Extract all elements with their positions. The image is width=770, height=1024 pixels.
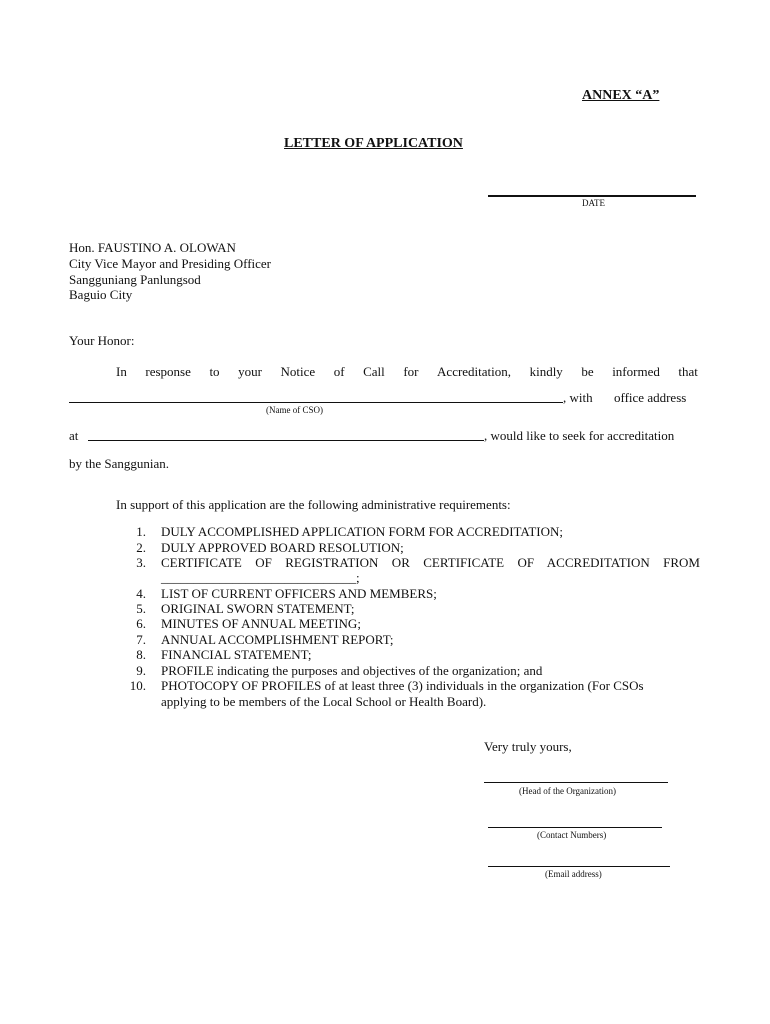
list-item-number: 2. — [136, 540, 146, 555]
list-item: MINUTES OF ANNUAL MEETING; — [161, 616, 361, 631]
addressee-office: Sangguniang Panlungsod — [69, 272, 201, 287]
list-item-number: 3. — [136, 555, 146, 570]
list-item-number: 4. — [136, 586, 146, 601]
at-label: at — [69, 428, 79, 443]
cso-name-blank[interactable] — [69, 402, 563, 403]
email-address-caption: (Email address) — [545, 869, 602, 879]
accreditation-phrase: , would like to seek for accreditation — [484, 428, 675, 443]
list-item-number: 7. — [136, 632, 146, 647]
office-address-label: office address — [614, 390, 687, 405]
office-address-blank[interactable] — [88, 440, 484, 441]
list-item: PROFILE indicating the purposes and objectives of the organization; and — [161, 663, 543, 678]
date-line — [488, 195, 696, 197]
salutation: Your Honor: — [69, 333, 135, 348]
list-item: LIST OF CURRENT OFFICERS AND MEMBERS; — [161, 586, 437, 601]
p1-word: Accreditation, — [437, 364, 512, 379]
annex-label: ANNEX “A” — [582, 88, 660, 103]
support-paragraph: In support of this application are the following administrative requirements: — [116, 497, 511, 512]
p1-word: Notice — [280, 364, 316, 379]
head-of-organization-caption: (Head of the Organization) — [519, 786, 617, 796]
valediction: Very truly yours, — [484, 739, 572, 754]
addressee-name: Hon. FAUSTINO A. OLOWAN — [69, 240, 236, 255]
p1-word: your — [238, 364, 262, 379]
p1-word: Call — [363, 364, 385, 379]
cso-with-label: , with — [563, 390, 593, 405]
list-item-number: 9. — [136, 663, 146, 678]
list-item-number: 10. — [129, 678, 146, 693]
p1-word: that — [678, 364, 698, 379]
p1-word: informed — [612, 364, 660, 379]
email-address-line[interactable] — [488, 866, 670, 867]
p1-word: to — [209, 364, 220, 379]
contact-numbers-caption: (Contact Numbers) — [537, 830, 607, 840]
addressee-city: Baguio City — [69, 287, 133, 302]
list-item-continuation: ______________________________; — [161, 570, 360, 585]
p1-word: for — [403, 364, 419, 379]
p1-word: In — [116, 364, 127, 379]
list-item: DULY ACCOMPLISHED APPLICATION FORM FOR ACCREDITATION; — [161, 524, 564, 539]
list-item: CERTIFICATE OF REGISTRATION OR CERTIFICATE OF ACCREDITATION FROM — [161, 555, 700, 570]
by-sanggunian-line: by the Sanggunian. — [69, 456, 170, 471]
p1-word: kindly — [529, 364, 563, 379]
list-item-number: 5. — [136, 601, 146, 616]
p1-word: response — [145, 364, 191, 379]
contact-numbers-line[interactable] — [488, 827, 662, 828]
date-caption: DATE — [582, 198, 605, 208]
list-item: ANNUAL ACCOMPLISHMENT REPORT; — [161, 632, 394, 647]
p1-word: of — [333, 364, 345, 379]
signature-line[interactable] — [484, 782, 668, 783]
list-item-number: 8. — [136, 647, 146, 662]
addressee-position: City Vice Mayor and Presiding Officer — [69, 256, 272, 271]
list-item: DULY APPROVED BOARD RESOLUTION; — [161, 540, 404, 555]
cso-name-caption: (Name of CSO) — [266, 405, 323, 415]
list-item-continuation: applying to be members of the Local School or Health Board). — [161, 694, 487, 709]
document-title: LETTER OF APPLICATION — [284, 136, 463, 151]
paragraph-line-1 — [116, 364, 698, 380]
list-item: PHOTOCOPY OF PROFILES of at least three (3) individuals in the organization (For CSOs — [161, 678, 644, 693]
list-item: ORIGINAL SWORN STATEMENT; — [161, 601, 355, 616]
list-item-number: 6. — [136, 616, 146, 631]
list-item: FINANCIAL STATEMENT; — [161, 647, 312, 662]
p1-word: be — [581, 364, 594, 379]
list-item-number: 1. — [136, 524, 146, 539]
